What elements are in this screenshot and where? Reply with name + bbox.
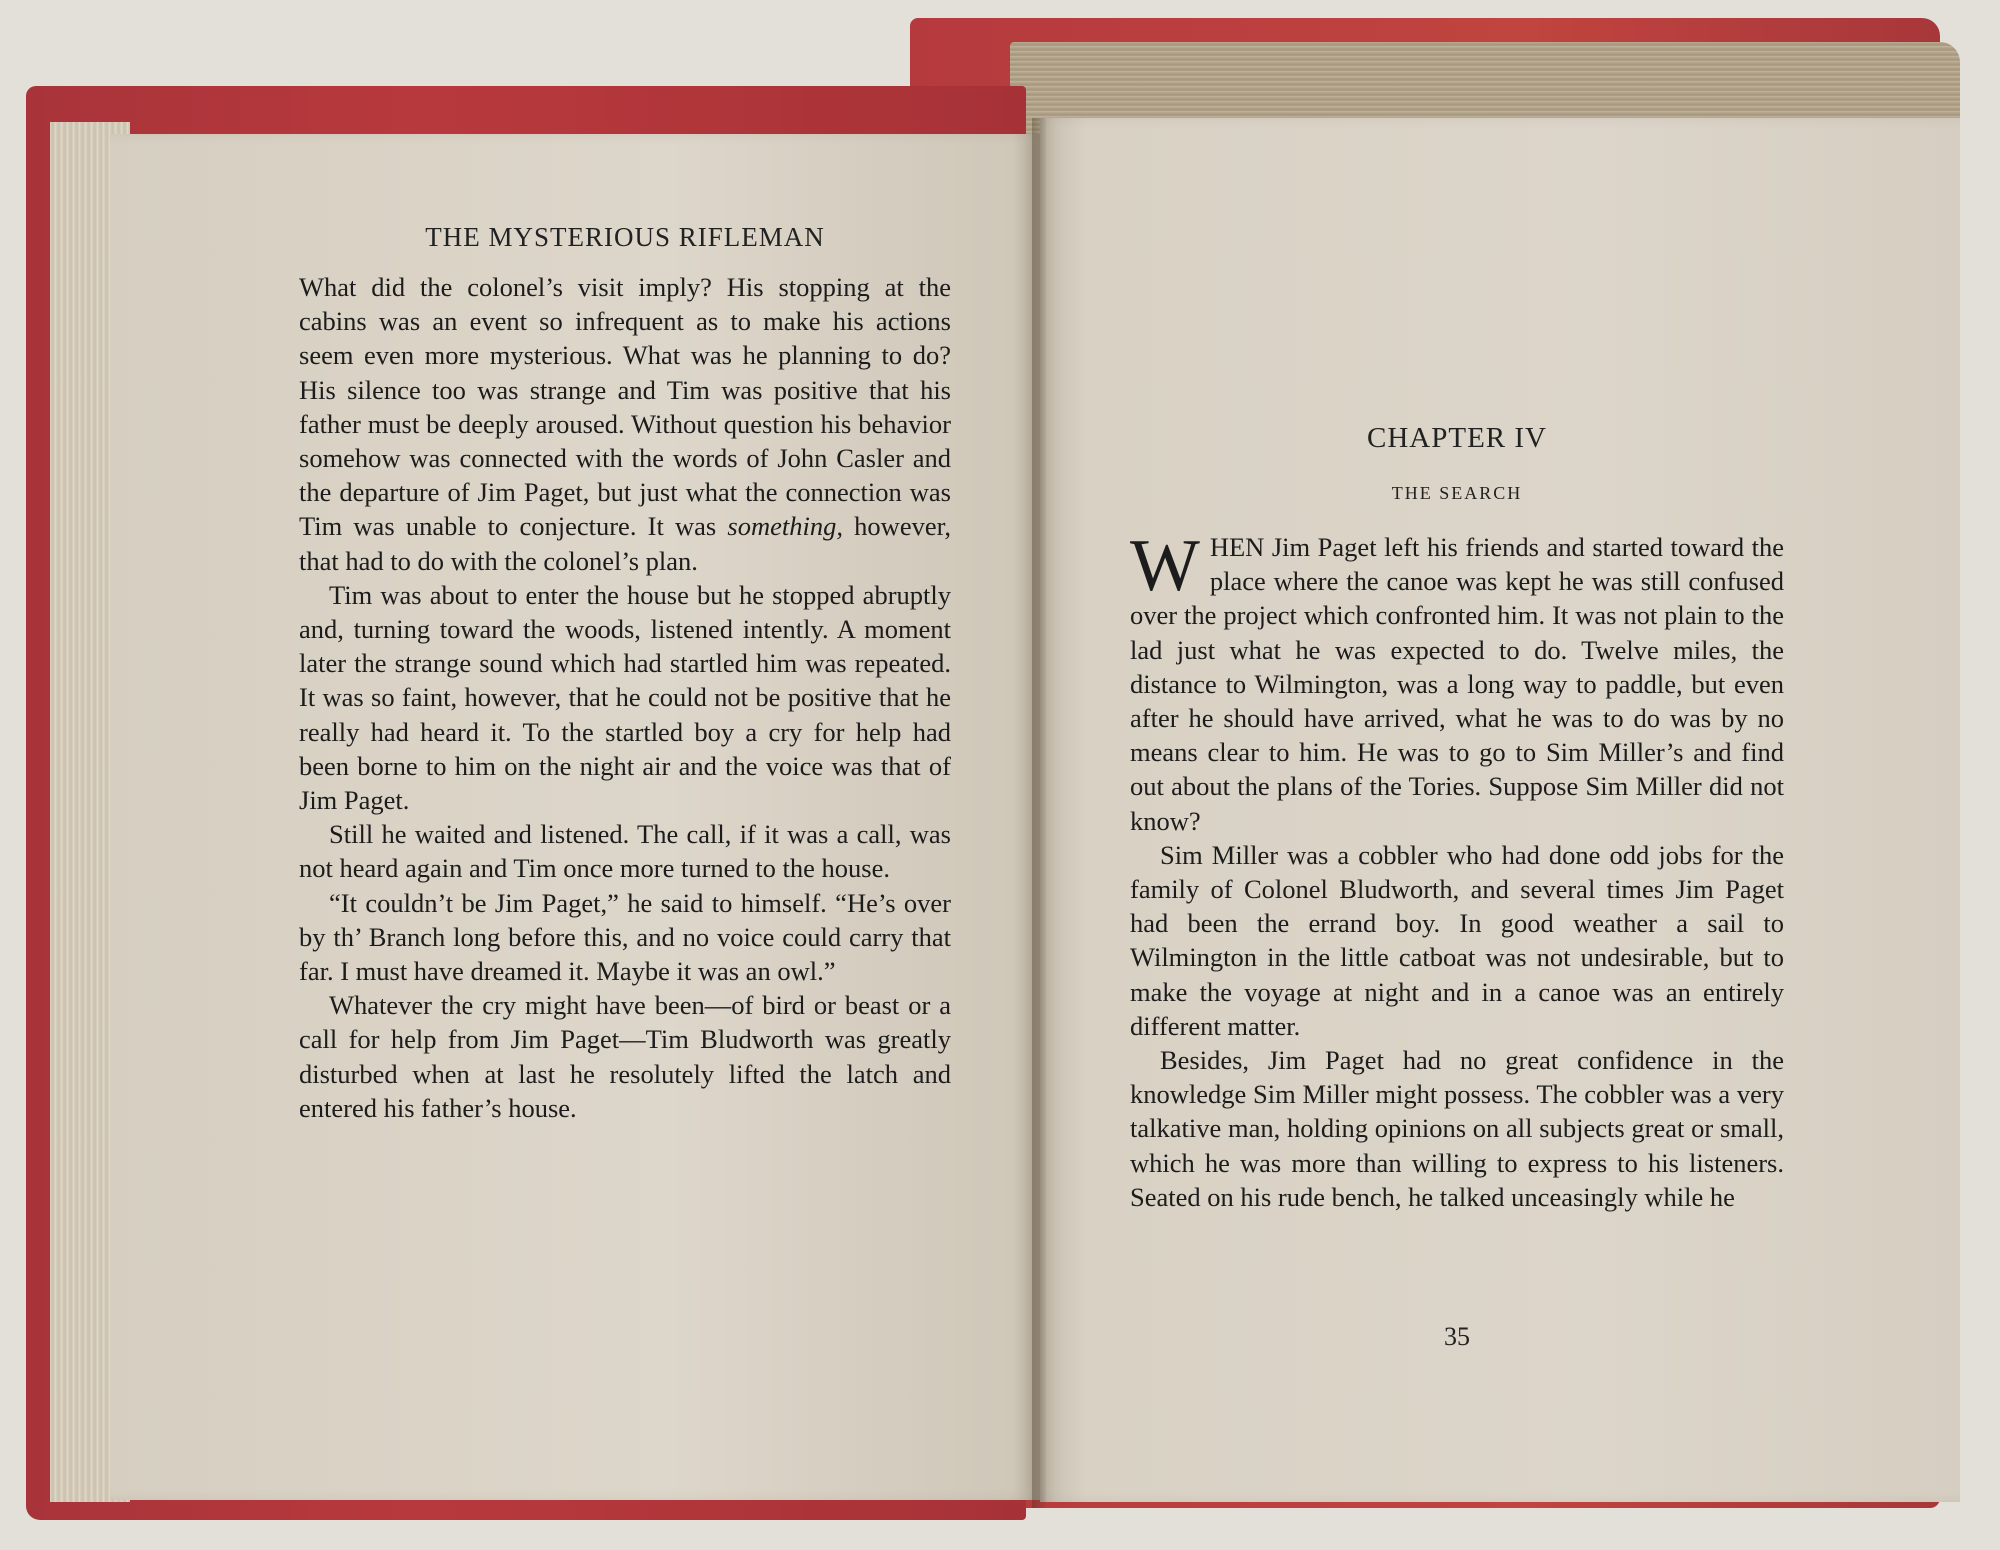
paragraph	[1130, 525, 1784, 838]
right-page-text	[1130, 525, 1784, 1214]
emphasis-text: something,	[727, 511, 843, 542]
book-gutter	[1032, 118, 1046, 1508]
page-number: 35	[1444, 1322, 1470, 1351]
paragraph-text: HEN Jim Paget left his friends and started toward the place where the canoe was kept he was still confused over the project which confronted him. It was not plain to the lad just what he was expected to do. Twelve miles, the distance to Wilmington, was a long way to paddle, but even after he should have arrived, what he was to do was by no means clear to him. He was to go to Sim Miller’s and find out about the plans of the Tories. Suppose Sim Miller did not know?	[1130, 532, 1784, 836]
chapter-title: CHAPTER IV	[1367, 422, 1547, 454]
chapter-subtitle: THE SEARCH	[1391, 483, 1523, 503]
paragraph: “It couldn’t be Jim Paget,” he said to himself. “He’s over by th’ Branch long before this, and no voice could carry that far. I must have dreamed it. Maybe it was an owl.”	[299, 887, 951, 987]
paragraph	[299, 270, 951, 578]
paragraph-text: What did the colonel’s visit imply? His stopping at the cabins was an event so infrequent as to make his actions seem even more mysterious. What was he planning to do? His silence too was strange and Tim was positive that his father must be deeply aroused. Without question his behavior somehow was connected with the words of John Casler and the departure of Jim Paget, but just what the connection was Tim was unable to conjecture. It was	[299, 272, 951, 542]
left-page-text	[299, 270, 951, 1125]
paragraph: Whatever the cry might have been—of bird or beast or a call for help from Jim Paget—Tim Bludworth was greatly disturbed when at last he resolutely lifted the latch and entered his father’s house.	[299, 990, 951, 1123]
paragraph: Sim Miller was a cobbler who had done odd jobs for the family of Colonel Bludworth, and several times Jim Paget had been the errand boy. In good weather a sail to Wilmington in the little catboat was not undesirable, but to make the voyage at night and in a canoe was an entirely different matter.	[1130, 839, 1784, 1041]
drop-cap: W	[1130, 525, 1200, 607]
paragraph: Tim was about to enter the house but he stopped abruptly and, turning toward the woods, listened intently. A moment later the strange sound which had startled him was repeated. It was so faint, however, that he could not be positive that he really had heard it. To the startled boy a cry for help had been borne to him on the night air and the voice was that of Jim Paget.	[299, 579, 951, 816]
paragraph: Besides, Jim Paget had no great confidence in the knowledge Sim Miller might possess. The cobbler was a very talkative man, holding opinions on all subjects great or small, which he was more than willing to express to his listeners. Seated on his rude bench, he talked unceasingly while he	[1130, 1045, 1784, 1212]
paragraph: Still he waited and listened. The call, if it was a call, was not heard again and Tim once more turned to the house.	[299, 819, 951, 884]
running-head: THE MYSTERIOUS RIFLEMAN	[425, 222, 825, 252]
paragraph-text: however, that had to do with the colonel’s plan.	[299, 511, 951, 576]
